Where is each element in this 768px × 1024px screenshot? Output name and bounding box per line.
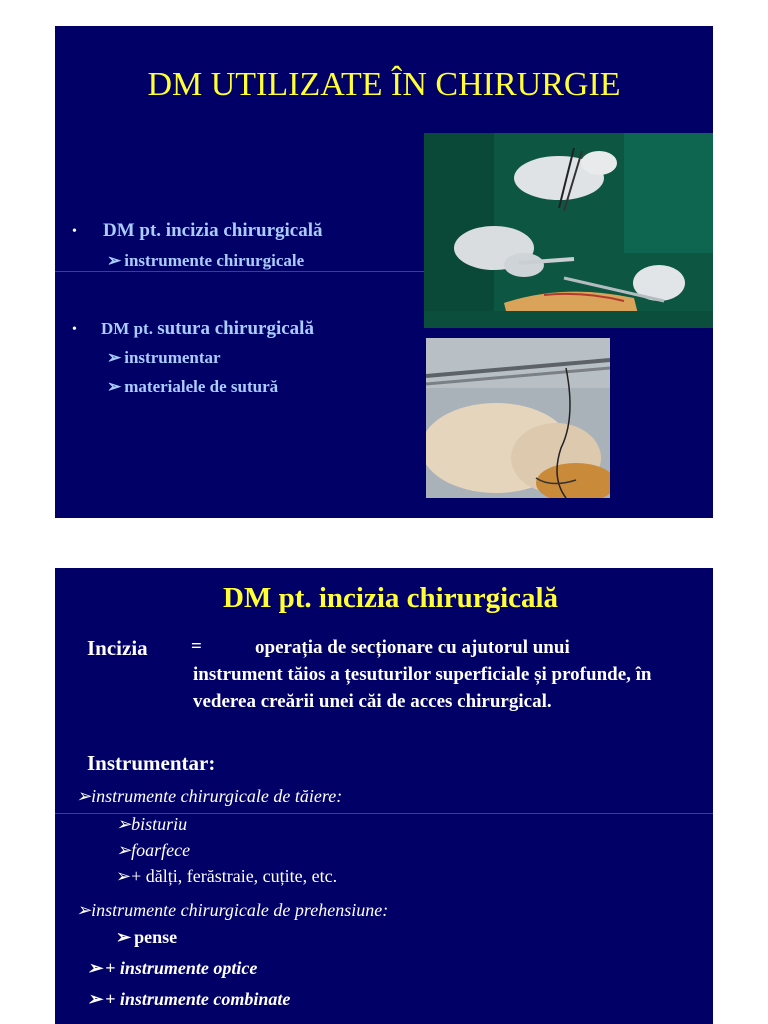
equals-sign: = — [191, 636, 202, 657]
arrow-icon: ➢ — [116, 866, 132, 886]
arrow-icon: ➢ — [87, 958, 103, 978]
slide-1-title: DM UTILIZATE ÎN CHIRURGIE — [147, 66, 621, 103]
suture-photo — [426, 338, 610, 498]
item-foarfece: ➢foarfece — [116, 840, 191, 860]
bullet-incizia: DM pt. incizia chirurgicală — [103, 220, 323, 241]
surgery-photo — [424, 133, 713, 328]
item-others: ➢+ dălți, ferăstraie, cuțite, etc. — [116, 866, 338, 886]
suture-image — [426, 338, 610, 498]
slide-2 — [55, 568, 713, 1024]
arrow-icon: ➢ — [76, 786, 92, 806]
item-optical-instruments: ➢ + instrumente optice — [87, 958, 258, 978]
arrow-icon: ➢ — [107, 348, 122, 367]
divider-line — [55, 271, 424, 272]
instrumentar-heading: Instrumentar: — [87, 751, 216, 775]
sub-instrumente-chirurgicale: ➢ instrumente chirurgicale — [107, 251, 305, 270]
arrow-icon: ➢ — [116, 927, 132, 947]
surgery-image — [424, 133, 713, 328]
arrow-icon: ➢ — [87, 989, 103, 1009]
item-cutting-instruments: ➢instrumente chirurgicale de tăiere: — [76, 786, 343, 806]
arrow-icon: ➢ — [116, 814, 132, 834]
arrow-icon: ➢ — [107, 251, 122, 270]
sub-instrumentar: ➢ instrumentar — [107, 348, 221, 367]
item-bisturiu: ➢bisturiu — [116, 814, 188, 834]
item-combined-instruments: ➢ + instrumente combinate — [87, 989, 291, 1009]
sub-materiale-sutura: ➢ materialele de sutură — [107, 377, 279, 396]
arrow-icon: ➢ — [107, 377, 122, 396]
bullet-dot: • — [72, 322, 77, 337]
item-pense: ➢ pense — [116, 927, 178, 947]
slide-1 — [55, 26, 713, 518]
bullet-dot: • — [72, 224, 77, 239]
bullet-sutura: DM pt. sutura chirurgicală — [101, 318, 314, 339]
term-incizia: Incizia — [87, 636, 148, 660]
definition-text: operația de secționare cu ajutorul unui instrument tăios a țesuturilor superficiale și profunde, în vederea creării unei căi de acces chirurgical. — [193, 637, 652, 712]
arrow-icon: ➢ — [76, 900, 92, 920]
slide-2-title: DM pt. incizia chirurgicală — [223, 582, 559, 614]
item-prehension-instruments: ➢instrumente chirurgicale de prehensiune: — [76, 900, 389, 920]
arrow-icon: ➢ — [116, 840, 132, 860]
